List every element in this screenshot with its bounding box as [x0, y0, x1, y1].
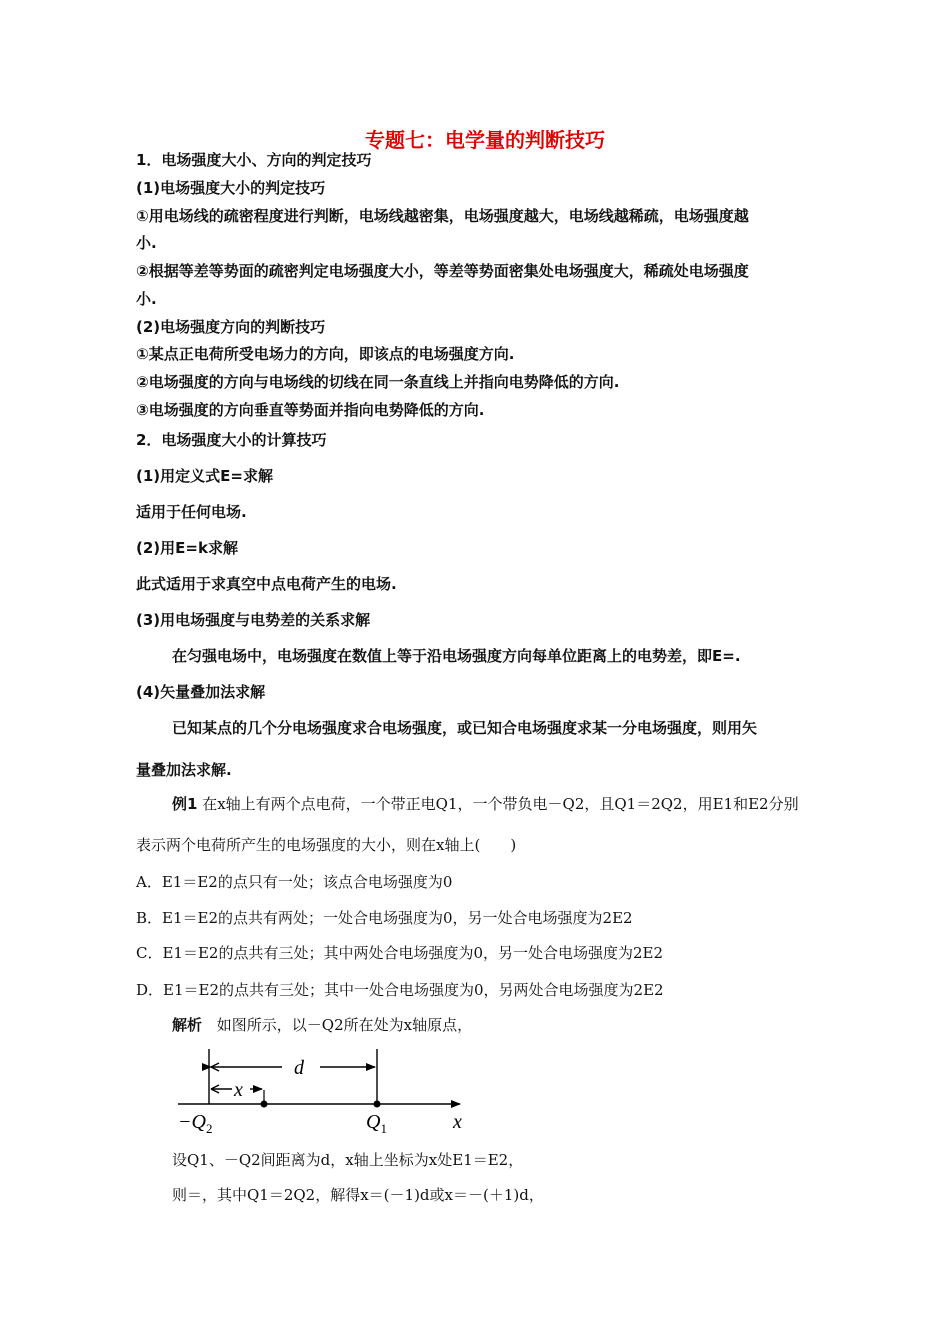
text-line: 小. [136, 290, 157, 308]
d-label: d [294, 1057, 304, 1079]
option-a: A．E1＝E2的点只有一处；该点合电场强度为0 [136, 873, 453, 891]
text-line: ①某点正电荷所受电场力的方向，即该点的电场强度方向. [136, 345, 515, 363]
example-line-2: 表示两个电荷所产生的电场强度的大小，则在x轴上( ) [136, 836, 517, 854]
example-line-1 [172, 794, 799, 814]
axis-label: x [453, 1111, 462, 1133]
subheading: (2)用E=k求解 [136, 539, 238, 557]
text-line: 适用于任何电场. [136, 503, 247, 521]
text-line: ②电场强度的方向与电场线的切线在同一条直线上并指向电势降低的方向. [136, 373, 620, 391]
text-line: 量叠加法求解. [136, 761, 232, 779]
x-distance-label: x [234, 1079, 243, 1101]
subheading: (1)用定义式E=求解 [136, 467, 273, 485]
subheading: (2)电场强度方向的判断技巧 [136, 318, 326, 336]
subheading: (1)电场强度大小的判定技巧 [136, 179, 326, 197]
text-line: 小. [136, 234, 157, 252]
option-b: B．E1＝E2的点共有两处；一处合电场强度为0，另一处合电场强度为2E2 [136, 909, 633, 927]
analysis-line-2: 设Q1、－Q2间距离为d，x轴上坐标为x处E1＝E2， [172, 1151, 524, 1169]
analysis-text: 如图所示，以－Q2所在处为x轴原点， [216, 1016, 473, 1034]
q1-point [374, 1101, 381, 1108]
option-c: C．E1＝E2的点共有三处；其中两处合电场强度为0，另一处合电场强度为2E2 [136, 944, 664, 962]
example-text: 在x轴上有两个点电荷，一个带正电Q1，一个带负电－Q2，且Q1＝2Q2，用E1和E2分别 [202, 795, 799, 813]
option-d: D．E1＝E2的点共有三处；其中一处合电场强度为0，另两处合电场强度为2E2 [136, 981, 664, 999]
example-label: 例1 [172, 795, 198, 813]
pos-charge-label: $Q_1$ [366, 1111, 387, 1134]
text-line: 此式适用于求真空中点电荷产生的电场. [136, 575, 397, 593]
charge-axis-figure [170, 1044, 480, 1134]
analysis-line-1 [172, 1015, 472, 1035]
subheading: (3)用电场强度与电势差的关系求解 [136, 611, 371, 629]
field-point [261, 1101, 268, 1108]
text-line: ②根据等差等势面的疏密判定电场强度大小，等差等势面密集处电场强度大，稀疏处电场强度 [136, 262, 749, 280]
section-heading-1: 1．电场强度大小、方向的判定技巧 [136, 151, 372, 169]
page-title: 专题七：电学量的判断技巧 [365, 128, 605, 152]
text-line: 已知某点的几个分电场强度求合电场强度，或已知合电场强度求某一分电场强度，则用矢 [172, 719, 758, 737]
section-heading-2: 2．电场强度大小的计算技巧 [136, 431, 327, 449]
neg-charge-label: $-Q_2$ [178, 1111, 213, 1134]
analysis-line-3: 则＝，其中Q1＝2Q2，解得x＝(－1)d或x＝－(＋1)d， [172, 1186, 544, 1204]
text-line: ①用电场线的疏密程度进行判断，电场线越密集，电场强度越大，电场线越稀疏，电场强度越 [136, 207, 749, 225]
text-line: ③电场强度的方向垂直等势面并指向电势降低的方向. [136, 401, 485, 419]
subheading: (4)矢量叠加法求解 [136, 683, 266, 701]
analysis-label: 解析 [172, 1016, 203, 1034]
text-line: 在匀强电场中，电场强度在数值上等于沿电场强度方向每单位距离上的电势差，即E=. [172, 647, 741, 665]
